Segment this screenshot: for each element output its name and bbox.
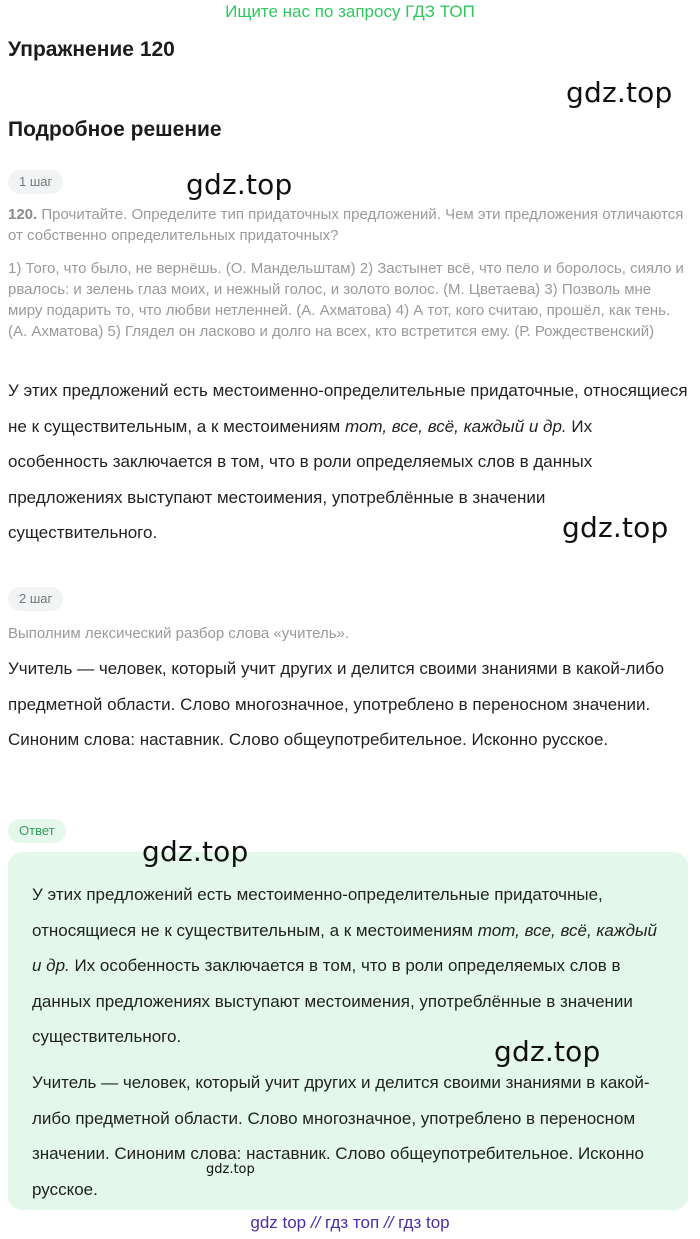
watermark: gdz.top xyxy=(142,835,249,868)
footer-link-1[interactable]: gdz top xyxy=(250,1213,307,1232)
answer-p1-start: У этих предложений есть местоименно-определительные придаточные, относящиеся не к существительным, а к местоимениям xyxy=(32,885,603,940)
step-1-chip: 1 шаг xyxy=(8,170,63,194)
footer-separator: // xyxy=(383,1213,394,1232)
step-2-task: Выполним лексический разбор слова «учитель». xyxy=(8,625,350,642)
exercise-title: Упражнение 120 xyxy=(8,38,175,61)
watermark: gdz.top xyxy=(186,168,293,201)
answer-end: Их особенность заключается в том, что в роли определяемых слов в данных предложениях выступают местоимения, употреблённые в значении существительного. xyxy=(8,416,593,542)
answer-italic: тот, все, всё, каждый и др. xyxy=(344,416,567,436)
answer-paragraph-2: Учитель — человек, который учит других и делится своими знаниями в какой-либо предметной области. Слово многозначное, употреблено в переносном значении. Синоним слова: наставник. Слово общеупотребительное. Исконно русское. xyxy=(32,1073,650,1199)
watermark: gdz.top xyxy=(566,76,673,109)
task-number: 120. xyxy=(8,206,38,223)
answer-chip: Ответ xyxy=(8,819,66,843)
step-1-task xyxy=(8,204,688,246)
top-banner: Ищите нас по запросу ГДЗ ТОП xyxy=(225,2,475,21)
watermark: gdz.top xyxy=(494,1035,601,1068)
step-2-chip: 2 шаг xyxy=(8,587,63,611)
footer-link-3[interactable]: гдз top xyxy=(398,1213,450,1232)
answer-p1-italic: тот, все, всё, каждый и др. xyxy=(32,920,657,975)
solution-title: Подробное решение xyxy=(8,118,222,141)
step-2-answer: Учитель — человек, который учит других и делится своими знаниями в какой-либо предметной области. Слово многозначное, употреблено в переносном значении. Синоним слова: наставник. Слово общеупотребительное. Исконно русское. xyxy=(8,659,665,749)
answer-start: У этих предложений есть местоименно-определительные придаточные, относящиеся не к существительным, а к местоимениям xyxy=(8,381,688,436)
footer xyxy=(0,1213,700,1233)
watermark: gdz.top xyxy=(562,511,669,544)
footer-link-2[interactable]: гдз топ xyxy=(325,1213,380,1232)
footer-separator: // xyxy=(310,1213,321,1232)
answer-paragraph-1 xyxy=(32,877,662,1055)
task-text: Прочитайте. Определите тип придаточных предложений. Чем эти предложения отличаются от собственно определительных придаточных? xyxy=(8,206,684,244)
watermark-small: gdz.top xyxy=(206,1162,255,1177)
step-1-examples: 1) Того, что было, не вернёшь. (О. Мандельштам) 2) Застынет всё, что пело и боролось, сияло и рвалось: и зелень глаз моих, и нежный голос, и золото волос. (М. Цветаева) 3) Позволь мне миру подарить то, что любви нетленней. (А. Ахматова) 4) А тот, кого считаю, прошёл, как тень. (А. Ахматова) 5) Глядел он ласково и долго на всех, кто встретится ему. (Р. Рождественский) xyxy=(8,260,684,340)
answer-p1-end: Их особенность заключается в том, что в роли определяемых слов в данных предложениях выступают местоимения, употреблённые в значении существительного. xyxy=(32,956,633,1046)
